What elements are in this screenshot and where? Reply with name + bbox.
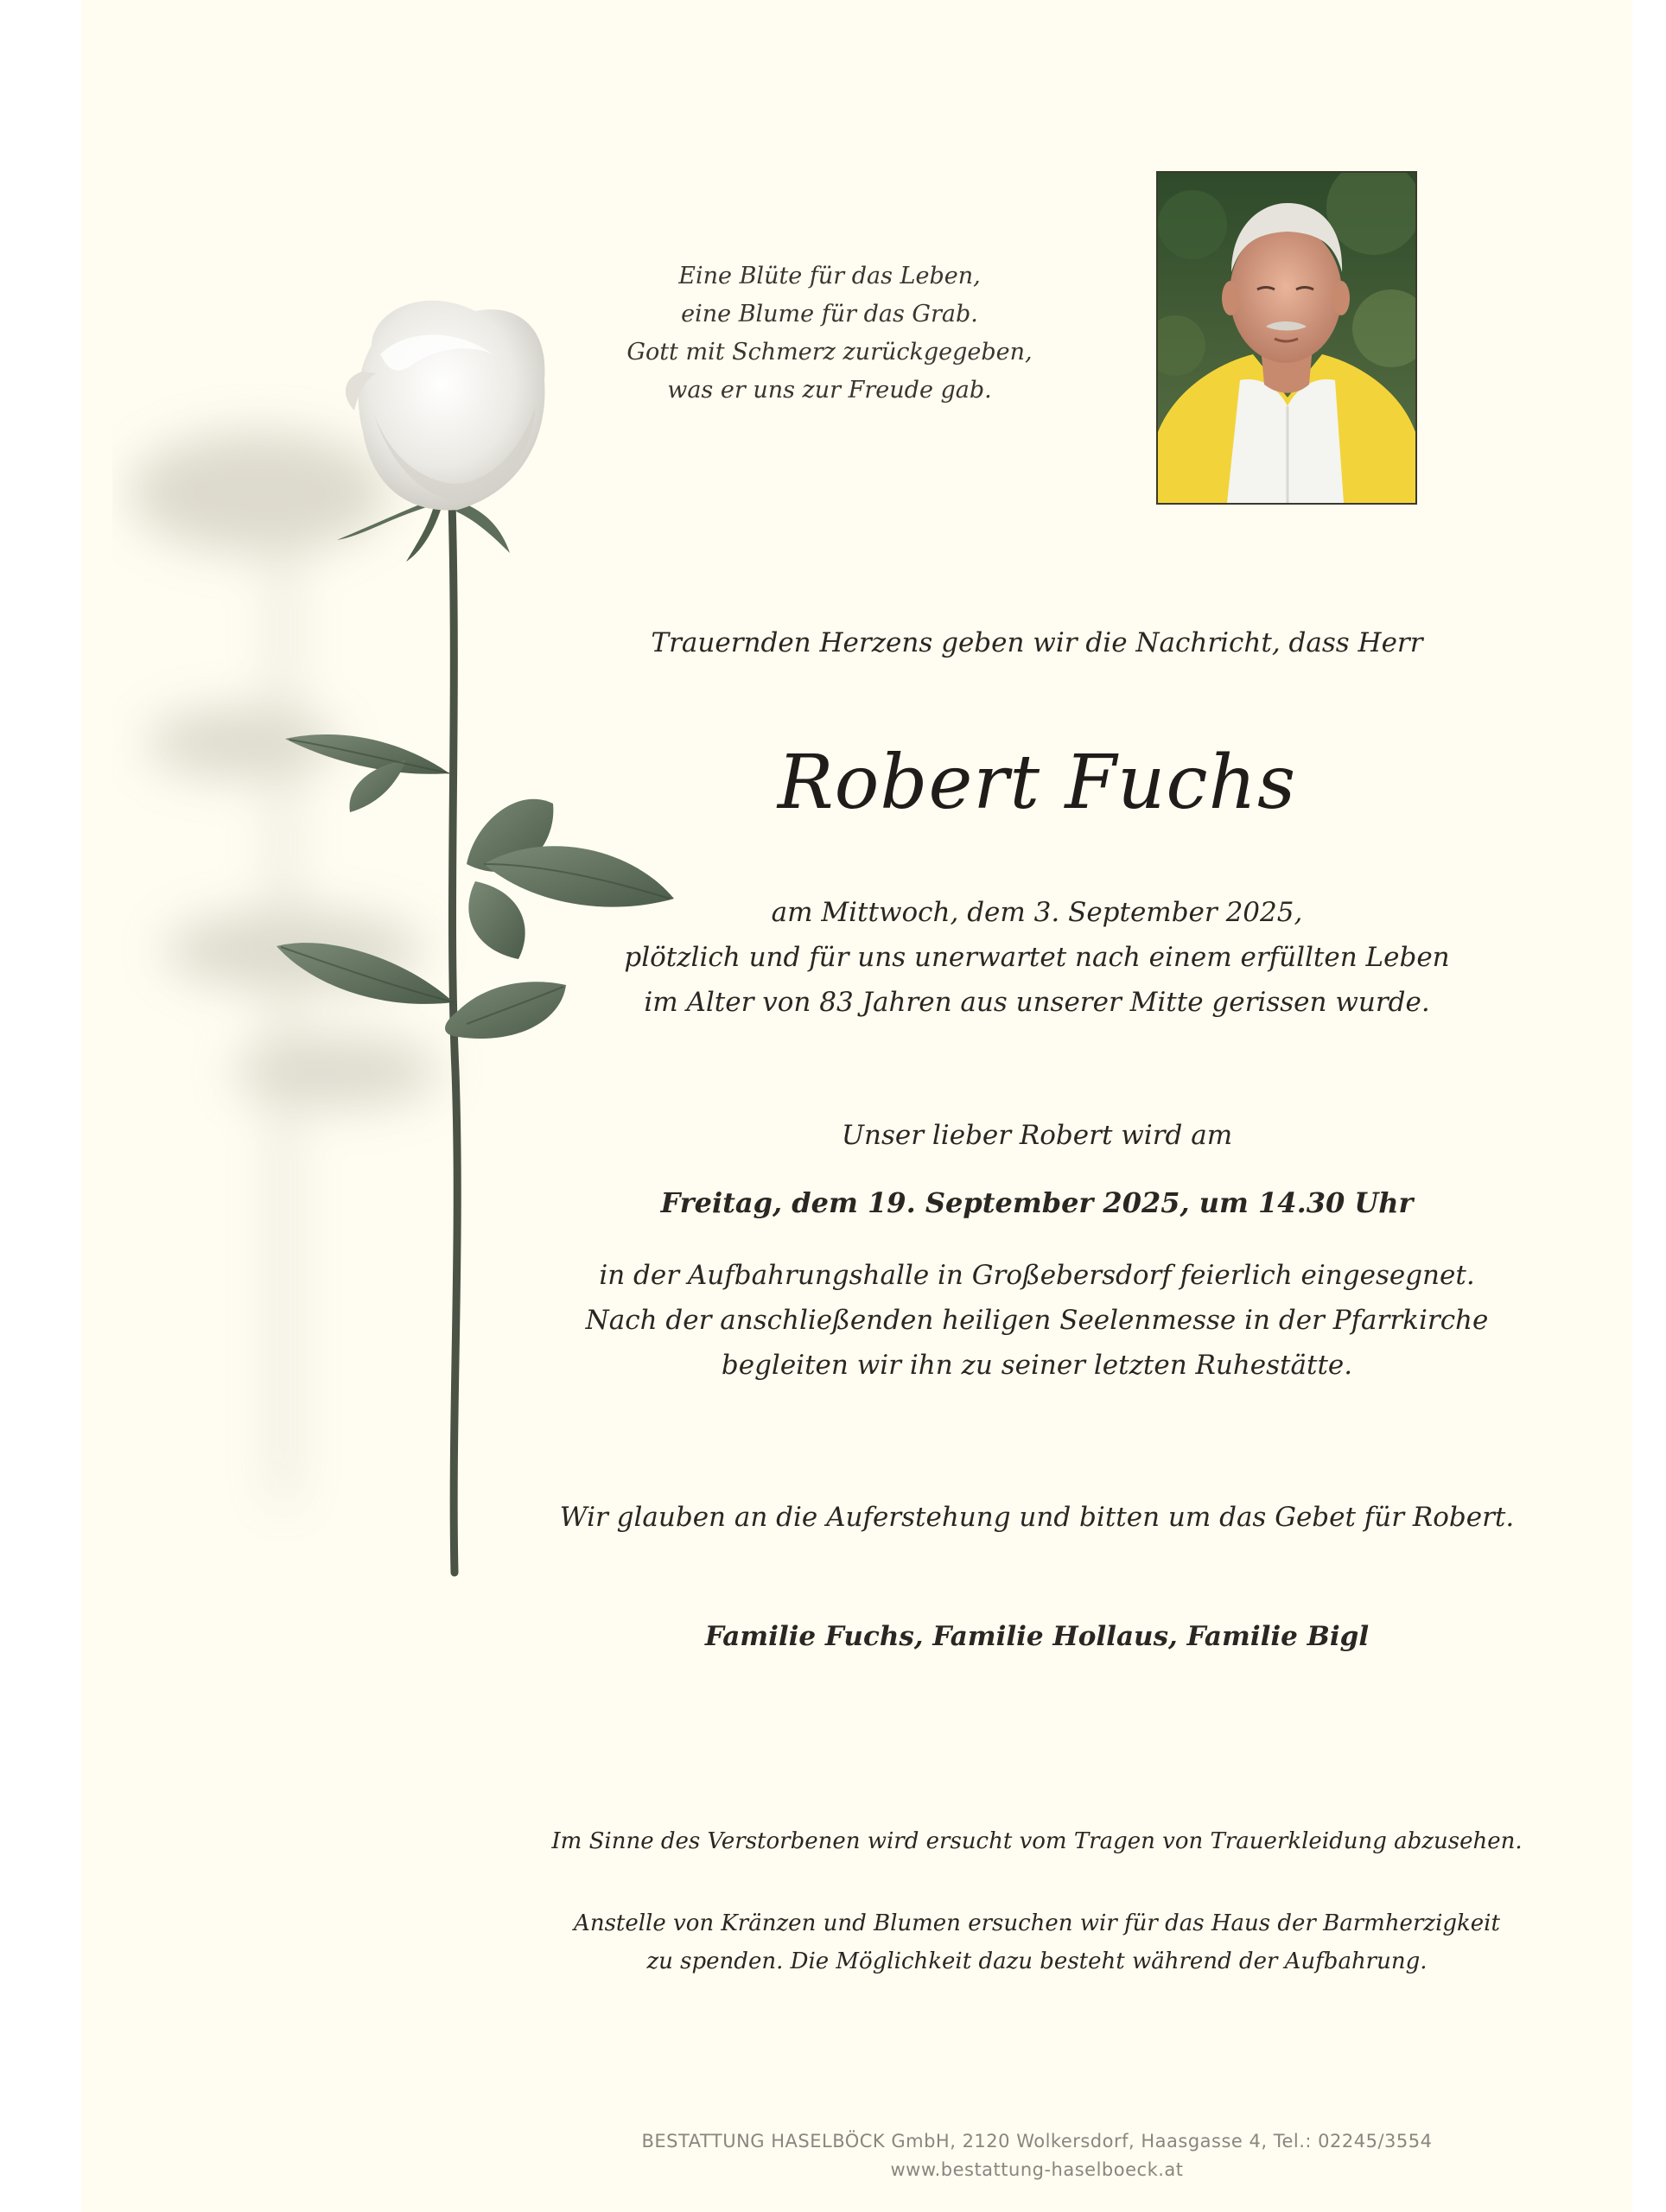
donation-note bbox=[518, 1904, 1555, 1980]
family-signature: Familie Fuchs, Familie Hollaus, Familie Bigl bbox=[704, 1621, 1370, 1652]
deceased-name: Robert Fuchs bbox=[777, 740, 1297, 826]
donation-line: zu spenden. Die Möglichkeit dazu besteht während der Aufbahrung. bbox=[646, 1948, 1428, 1974]
poem-line: Gott mit Schmerz zurückgegeben, bbox=[626, 339, 1033, 365]
death-line: plötzlich und für uns unerwartet nach einem erfüllten Leben bbox=[624, 942, 1450, 973]
intro-text: Trauernden Herzens geben wir die Nachricht, dass Herr bbox=[651, 627, 1423, 658]
footer bbox=[518, 2127, 1555, 2184]
death-details bbox=[518, 890, 1555, 1025]
faith-statement: Wir glauben an die Auferstehung und bitten um das Gebet für Robert. bbox=[559, 1502, 1515, 1533]
death-line: am Mittwoch, dem 3. September 2025, bbox=[771, 897, 1303, 928]
service-line: Nach der anschließenden heiligen Seelenmesse in der Pfarrkirche bbox=[585, 1305, 1489, 1336]
donation-line: Anstelle von Kränzen und Blumen ersuchen wir für das Haus der Barmherzigkeit bbox=[574, 1910, 1500, 1936]
poem bbox=[484, 257, 1175, 410]
poem-line: eine Blume für das Grab. bbox=[681, 301, 978, 327]
service-date: Freitag, dem 19. September 2025, um 14.30 Uhr bbox=[660, 1186, 1414, 1219]
service-announcement: Unser lieber Robert wird am bbox=[841, 1120, 1233, 1151]
service-line: begleiten wir ihn zu seiner letzten Ruhestätte. bbox=[721, 1350, 1353, 1381]
poem-line: Eine Blüte für das Leben, bbox=[678, 263, 981, 289]
funeral-home-website[interactable]: www.bestattung-haselboeck.at bbox=[890, 2159, 1184, 2180]
service-line: in der Aufbahrungshalle in Großebersdorf feierlich eingesegnet. bbox=[599, 1260, 1475, 1291]
death-line: im Alter von 83 Jahren aus unserer Mitte gerissen wurde. bbox=[644, 987, 1430, 1018]
service-details bbox=[518, 1253, 1555, 1388]
funeral-home-address: BESTATTUNG HASELBÖCK GmbH, 2120 Wolkersdorf, Haasgasse 4, Tel.: 02245/3554 bbox=[641, 2131, 1433, 2152]
portrait-photo bbox=[1156, 171, 1417, 505]
dress-code-note: Im Sinne des Verstorbenen wird ersucht vom Tragen von Trauerkleidung abzusehen. bbox=[551, 1828, 1523, 1854]
poem-line: was er uns zur Freude gab. bbox=[667, 377, 992, 404]
